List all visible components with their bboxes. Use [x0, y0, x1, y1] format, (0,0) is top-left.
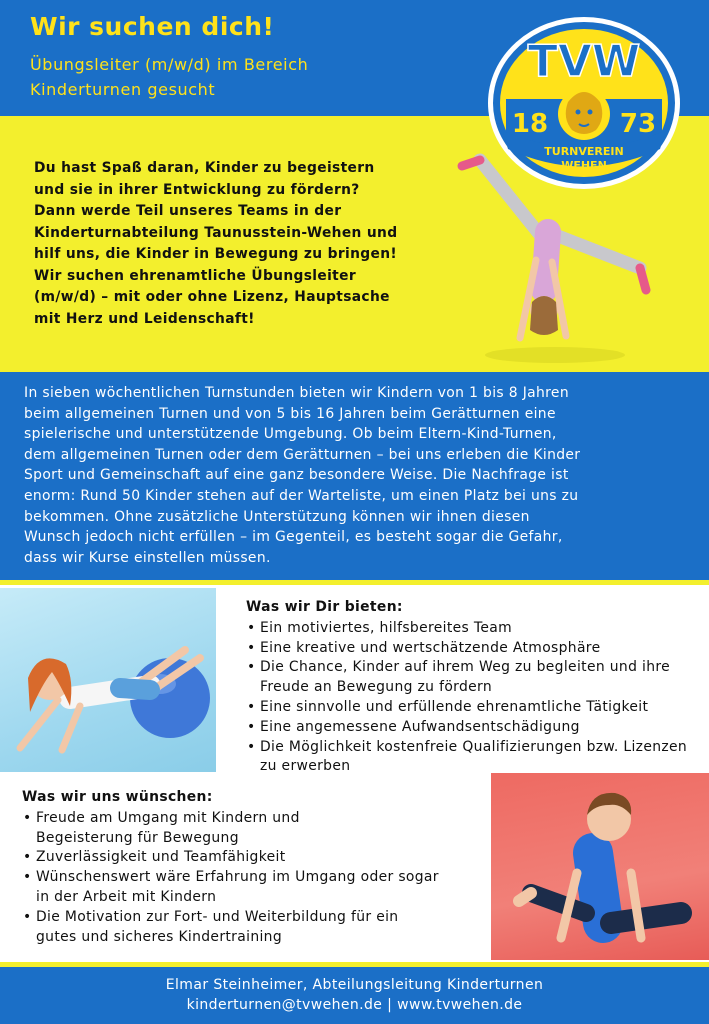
offer-item: • Die Chance, Kinder auf ihrem Weg zu begleiten und ihre Freude an Bewegung zu fördern — [246, 658, 706, 698]
wish-heading: Was wir uns wünschen: — [22, 789, 213, 805]
page-subtitle — [30, 52, 450, 102]
description-line: beim allgemeinen Turnen und von 5 bis 16 Jahren beim Gerätturnen eine — [24, 405, 556, 422]
description-line: dass wir Kurse einstellen müssen. — [24, 549, 271, 566]
subtitle-line: Kinderturnen gesucht — [30, 80, 216, 99]
logo-year-left: 18 — [511, 109, 549, 139]
description-line: Sport und Gemeinschaft auf eine ganz besondere Weise. Die Nachfrage ist — [24, 467, 569, 484]
intro-line: Dann werde Teil unseres Teams in der — [34, 203, 342, 219]
intro-line: (m/w/d) – mit oder ohne Lizenz, Hauptsache — [34, 289, 390, 305]
description-line: dem allgemeinen Turnen oder dem Gerätturnen – bei uns erleben die Kinder — [24, 446, 581, 463]
tvw-club-logo — [484, 14, 684, 192]
wish-item: • Wünschenswert wäre Erfahrung im Umgang oder sogar in der Arbeit mit Kindern — [22, 868, 442, 908]
girl-gymball-photo — [0, 588, 216, 772]
offer-item: • Eine angemessene Aufwandsentschädigung — [246, 718, 706, 738]
contact-name: Elmar Steinheimer, Abteilungsleitung Kinderturnen — [165, 977, 544, 993]
offer-section — [246, 598, 706, 777]
intro-text — [34, 158, 434, 330]
wish-section — [22, 788, 482, 947]
logo-text-line2: WEHEN — [561, 159, 607, 172]
subtitle-line: Übungsleiter (m/w/d) im Bereich — [30, 55, 309, 74]
logo-letters: TVW — [527, 36, 641, 87]
intro-line: Du hast Spaß daran, Kinder zu begeistern — [34, 160, 375, 176]
intro-line: Kinderturnabteilung Taunusstein-Wehen und — [34, 224, 398, 241]
intro-line: Wir suchen ehrenamtliche Übungsleiter — [34, 267, 356, 284]
offer-item: • Eine kreative und wertschätzende Atmosphäre — [246, 639, 706, 659]
wish-item: • Zuverlässigkeit und Teamfähigkeit — [22, 848, 452, 868]
description-line: enorm: Rund 50 Kinder stehen auf der Warteliste, um einen Platz bei uns zu — [24, 487, 579, 504]
intro-line: und sie in ihrer Entwicklung zu fördern? — [34, 181, 360, 198]
intro-line: hilf uns, die Kinder in Bewegung zu bringen! — [34, 246, 398, 262]
divider-stripe — [0, 580, 709, 585]
logo-text-line1: TURNVEREIN — [544, 145, 624, 158]
description-line: bekommen. Ohne zusätzliche Unterstützung können wir ihnen diesen — [24, 508, 530, 525]
boy-balance-photo — [491, 773, 709, 960]
intro-line: mit Herz und Leidenschaft! — [34, 310, 255, 327]
wish-list — [22, 809, 452, 948]
description-line: spielerische und unterstützende Umgebung. Ob beim Eltern-Kind-Turnen, — [24, 426, 557, 443]
description-line: In sieben wöchentlichen Turnstunden bieten wir Kindern von 1 bis 8 Jahren — [24, 385, 569, 401]
offer-item: • Ein motiviertes, hilfsbereites Team — [246, 619, 706, 639]
offer-item: • Eine sinnvolle und erfüllende ehrenamtliche Tätigkeit — [246, 698, 706, 718]
offer-list — [246, 619, 706, 777]
description-text — [24, 383, 694, 568]
footer-contact — [0, 975, 709, 1015]
description-line: Wunsch jedoch nicht erfüllen – im Gegenteil, es besteht sogar die Gefahr, — [24, 529, 563, 546]
page-title: Wir suchen dich! — [30, 12, 275, 41]
wish-item: • Die Motivation zur Fort- und Weiterbildung für ein gutes und sicheres Kindertraining — [22, 908, 442, 948]
contact-email-website[interactable]: kinderturnen@tvwehen.de | www.tvwehen.de — [186, 997, 523, 1013]
offer-heading: Was wir Dir bieten: — [246, 599, 403, 615]
offer-item: • Die Möglichkeit kostenfreie Qualifizierungen bzw. Lizenzen zu erwerben — [246, 738, 706, 778]
logo-year-right: 73 — [619, 109, 657, 139]
wish-item: • Freude am Umgang mit Kindern und Begeisterung für Bewegung — [22, 809, 342, 849]
